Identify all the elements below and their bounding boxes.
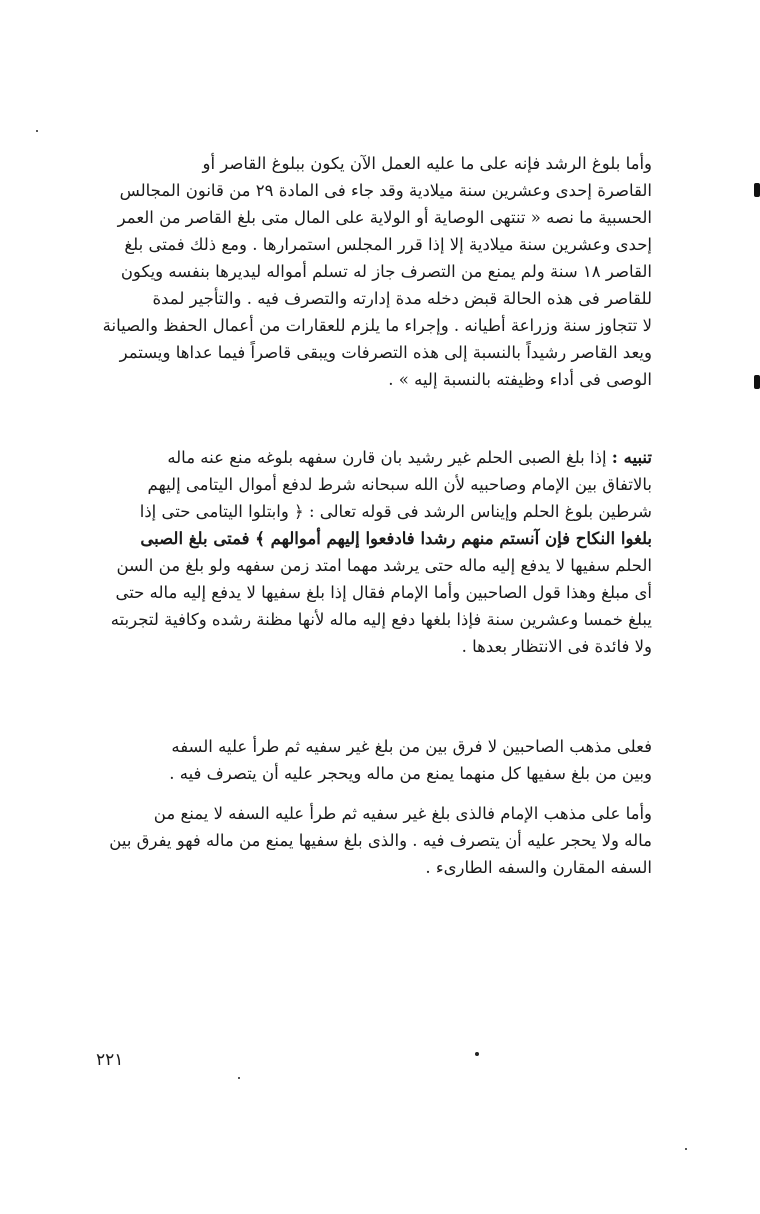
- text-line: بالاتفاق بين الإمام وصاحبيه لأن الله سبحانه شرط لدفع أموال اليتامى إليهم: [147, 475, 652, 494]
- paragraph-companions-view: [96, 733, 652, 787]
- text-line: وأما بلوغ الرشد فإنه على ما عليه العمل الآن يكون ببلوغ القاصر أو: [202, 154, 652, 173]
- scan-speck: [238, 1077, 240, 1079]
- note-label: تنبيه :: [611, 448, 652, 467]
- text-line: فعلى مذهب الصاحبين لا فرق بين من بلغ غير سفيه ثم طرأ عليه السفه: [171, 737, 652, 756]
- paragraph-imam-view: [96, 800, 652, 881]
- text-line: ويعد القاصر رشيداً بالنسبة إلى هذه التصرفات ويبقى قاصراً فيما عداها ويستمر: [119, 343, 652, 362]
- scan-speck: [475, 1052, 479, 1056]
- text-line: الوصى فى أداء وظيفته بالنسبة إليه » .: [388, 370, 652, 389]
- text-line: وبين من بلغ سفيها كل منهما يمنع من ماله ويحجر عليه أن يتصرف فيه .: [169, 764, 652, 783]
- text-line: أى مبلغ وهذا قول الصاحبين وأما الإمام فقال إذا بلغ سفيها لا يدفع إليه ماله حتى: [115, 583, 652, 602]
- text-line: لا تتجاوز سنة وزراعة أطيانه . وإجراء ما يلزم للعقارات من أعمال الحفظ والصيانة: [102, 316, 652, 335]
- quran-verse-line: بلغوا النكاح فإن آنستم منهم رشدا فادفعوا إليهم أموالهم ﴾ فمتى بلغ الصبى: [140, 529, 652, 548]
- text-line: وأما على مذهب الإمام فالذى بلغ غير سفيه ثم طرأ عليه السفه لا يمنع من: [153, 804, 652, 823]
- paragraph-note: [96, 444, 652, 660]
- page-number: ٢٢١: [96, 1050, 124, 1070]
- text-line: يبلغ خمسا وعشرين سنة فإذا بلغها دفع إليه ماله لأنها مظنة رشده وكافية لتجربته: [110, 610, 652, 629]
- text-line: للقاصر فى هذه الحالة قبض دخله مدة إدارته والتصرف فيه . والتأجير لمدة: [152, 289, 652, 308]
- paragraph-age-of-majority: [96, 150, 652, 393]
- scan-edge-mark: [754, 375, 760, 389]
- text-line: ماله ولا يحجر عليه أن يتصرف فيه . والذى بلغ سفيها يمنع من ماله فهو يفرق بين: [109, 831, 652, 850]
- text-line: إحدى وعشرين سنة ميلادية إلا إذا قرر المجلس استمرارها . ومع ذلك فمتى بلغ: [124, 235, 652, 254]
- text-line: شرطين بلوغ الحلم وإيناس الرشد فى قوله تعالى : ﴿ وابتلوا اليتامى حتى إذا: [139, 502, 652, 521]
- text-line: [96, 444, 652, 471]
- scan-speck: [36, 130, 38, 132]
- text-line: القاصرة إحدى وعشرين سنة ميلادية وقد جاء فى المادة ٢٩ من قانون المجالس: [119, 181, 652, 200]
- text-line: ولا فائدة فى الانتظار بعدها .: [461, 637, 652, 656]
- scan-speck: [685, 1148, 687, 1150]
- text-line: الحسبية ما نصه « تنتهى الوصاية أو الولاية على المال متى بلغ القاصر من العمر: [117, 208, 652, 227]
- note-text: إذا بلغ الصبى الحلم غير رشيد بان قارن سفهه بلوغه منع عنه ماله: [167, 448, 612, 467]
- text-line: القاصر ١٨ سنة ولم يمنع من التصرف جاز له تسلم أمواله ليديرها بنفسه ويكون: [120, 262, 652, 281]
- text-line: الحلم سفيها لا يدفع إليه ماله حتى يرشد مهما امتد زمن سفهه ولو بلغ من السن: [116, 556, 652, 575]
- scan-edge-mark: [754, 183, 760, 197]
- text-line: السفه المقارن والسفه الطارىء .: [425, 858, 652, 877]
